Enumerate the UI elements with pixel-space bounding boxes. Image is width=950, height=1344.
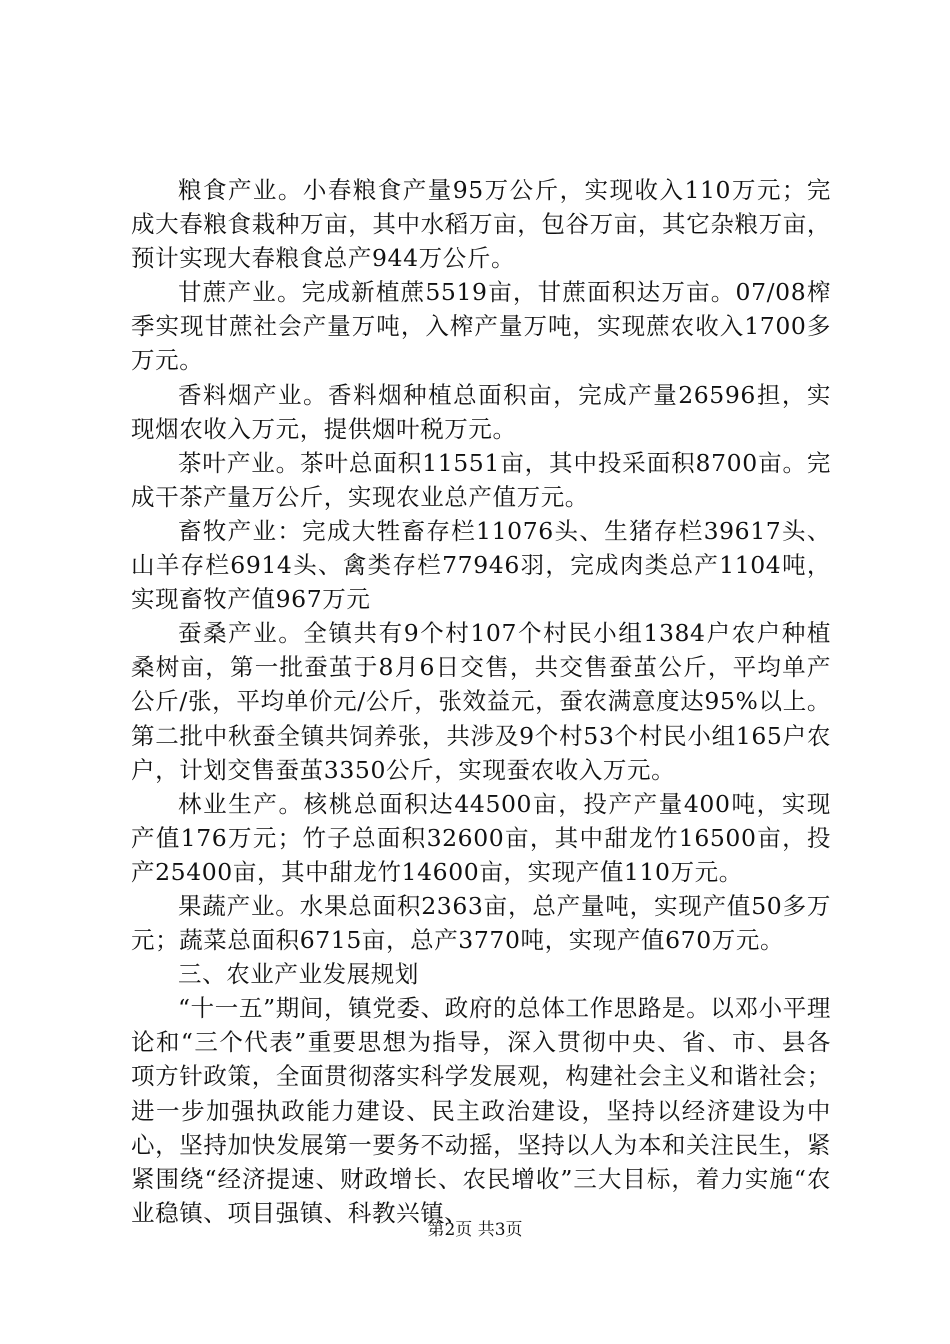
paragraph-sericulture: 蚕桑产业。全镇共有9个村107个村民小组1384户农户种植桑树亩，第一批蚕茧于8月6日交售，共交售蚕茧公斤，平均单产公斤/张，平均单价元/公斤，张效益元，蚕农满意度达95%以上。第二批中秋蚕全镇共饲养张，共涉及9个村53个村民小组165户农户，计划交售蚕茧3350公斤，实现蚕农收入万元。 [131, 619, 831, 784]
paragraph-grain: 粮食产业。小春粮食产量95万公斤，实现收入110万元；完成大春粮食栽种万亩，其中水稻万亩，包谷万亩，其它杂粮万亩，预计实现大春粮食总产944万公斤。 [131, 176, 831, 273]
page-number-footer: 第2页 共3页 [427, 1220, 523, 1240]
paragraph-livestock: 畜牧产业：完成大牲畜存栏11076头、生猪存栏39617头、山羊存栏6914头、禽类存栏77946羽，完成肉类总产1104吨，实现畜牧产值967万元 [131, 516, 831, 614]
paragraph-sugarcane: 甘蔗产业。完成新植蔗5519亩，甘蔗面积达万亩。07/08榨季实现甘蔗社会产量万吨，入榨产量万吨，实现蔗农收入1700多万元。 [131, 278, 831, 375]
paragraph-forestry: 林业生产。核桃总面积达44500亩，投产产量400吨，实现产值176万元；竹子总面积32600亩，其中甜龙竹16500亩，投产25400亩，其中甜龙竹14600亩，实现产值110万元。 [131, 789, 831, 886]
paragraph-tea: 茶叶产业。茶叶总面积11551亩，其中投采面积8700亩。完成干茶产量万公斤，实现农业总产值万元。 [131, 448, 831, 511]
paragraph-plan: “十一五”期间，镇党委、政府的总体工作思路是。以邓小平理论和“三个代表”重要思想为指导，深入贯彻中央、省、市、县各项方针政策，全面贯彻落实科学发展观，构建社会主义和谐社会；进一步加强执政能力建设、民主政治建设，坚持以经济建设为中心，坚持加快发展第一要务不动摇，坚持以人为本和关注民生，紧紧围绕“经济提速、财政增长、农民增收”三大目标，着力实施“农业稳镇、项目强镇、科教兴镇、 [131, 994, 831, 1227]
paragraph-fruit-vegetable: 果蔬产业。水果总面积2363亩，总产量吨，实现产值50多万元；蔬菜总面积6715亩，总产3770吨，实现产值670万元。 [131, 891, 831, 955]
paragraph-tobacco: 香料烟产业。香料烟种植总面积亩，完成产量26596担，实现烟农收入万元，提供烟叶税万元。 [131, 380, 831, 443]
document-body [131, 173, 831, 1230]
section-heading: 三、农业产业发展规划 [178, 960, 419, 989]
